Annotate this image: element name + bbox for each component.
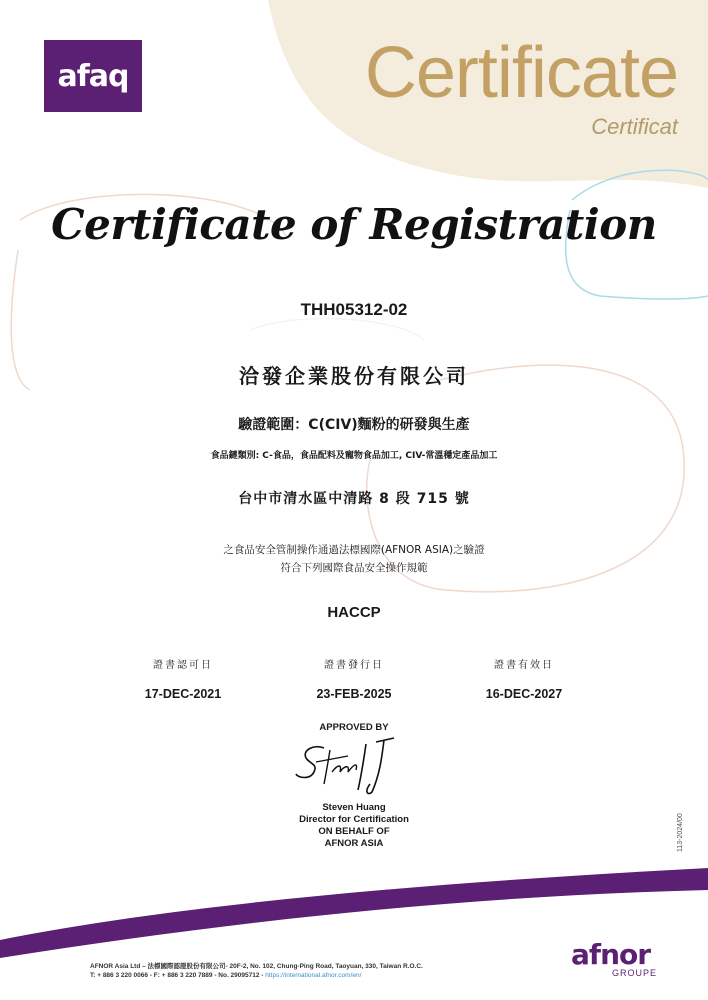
company-name: 洽發企業股份有限公司 bbox=[239, 364, 469, 388]
date-column-expiry bbox=[444, 656, 604, 701]
document-title: Certificate of Registration bbox=[51, 200, 657, 249]
date-column-issue bbox=[274, 656, 434, 701]
date-value: 17-DEC-2021 bbox=[144, 687, 222, 701]
document-code: 113-2024/00 bbox=[677, 813, 684, 852]
food-chain-category: 食品鏈類別: C-食品，食品配料及寵物食品加工, CIV-常溫穩定產品加工 bbox=[210, 451, 498, 461]
afaq-logo-text: afaq bbox=[57, 58, 129, 94]
certificate-dates bbox=[0, 656, 708, 706]
footer-contact bbox=[90, 972, 361, 979]
on-behalf-label: ON BEHALF OF bbox=[318, 826, 390, 837]
statement-line-1: 之食品安全管制操作通過法標國際(AFNOR ASIA)之驗證 bbox=[223, 544, 485, 556]
footer-phone-fax: T: + 886 3 220 0066 - F: + 886 3 220 7889 - No. 29095712 - bbox=[90, 972, 266, 979]
statement-line-2: 符合下列國際食品安全操作規範 bbox=[280, 562, 428, 574]
certificat-heading: Certificat bbox=[591, 114, 678, 139]
afnor-logo: afnor bbox=[571, 938, 651, 971]
company-address: 台中市清水區中清路 8 段 715 號 bbox=[238, 491, 470, 507]
date-label: 證書有效日 bbox=[494, 660, 554, 671]
date-column-approval bbox=[103, 656, 263, 701]
afaq-logo bbox=[44, 40, 142, 112]
date-label: 證書認可日 bbox=[153, 660, 213, 671]
handwritten-signature bbox=[284, 734, 414, 796]
certificate-heading: Certificate bbox=[364, 33, 678, 113]
approved-by-label: APPROVED BY bbox=[319, 722, 389, 733]
signer-name: Steven Huang bbox=[322, 802, 386, 813]
footer-address: AFNOR Asia Ltd – 法標國際認證股份有限公司- 20F-2, No. 102, Chung-Ping Road, Taoyuan, 330, Taiwan R.O.C. bbox=[90, 963, 423, 970]
afnor-groupe-label: GROUPE bbox=[612, 968, 658, 978]
date-label: 證書發行日 bbox=[324, 660, 384, 671]
date-value: 23-FEB-2025 bbox=[316, 687, 392, 701]
certification-scope: 驗證範圍：C(CIV)麵粉的研發與生產 bbox=[238, 417, 470, 433]
date-value: 16-DEC-2027 bbox=[485, 687, 563, 701]
certificate-number: THH05312-02 bbox=[300, 300, 408, 319]
footer-website-link[interactable]: https://international.afnor.com/en/ bbox=[265, 972, 362, 979]
signer-organization: AFNOR ASIA bbox=[324, 838, 384, 849]
standard-name: HACCP bbox=[327, 604, 381, 621]
signer-position: Director for Certification bbox=[299, 814, 409, 825]
